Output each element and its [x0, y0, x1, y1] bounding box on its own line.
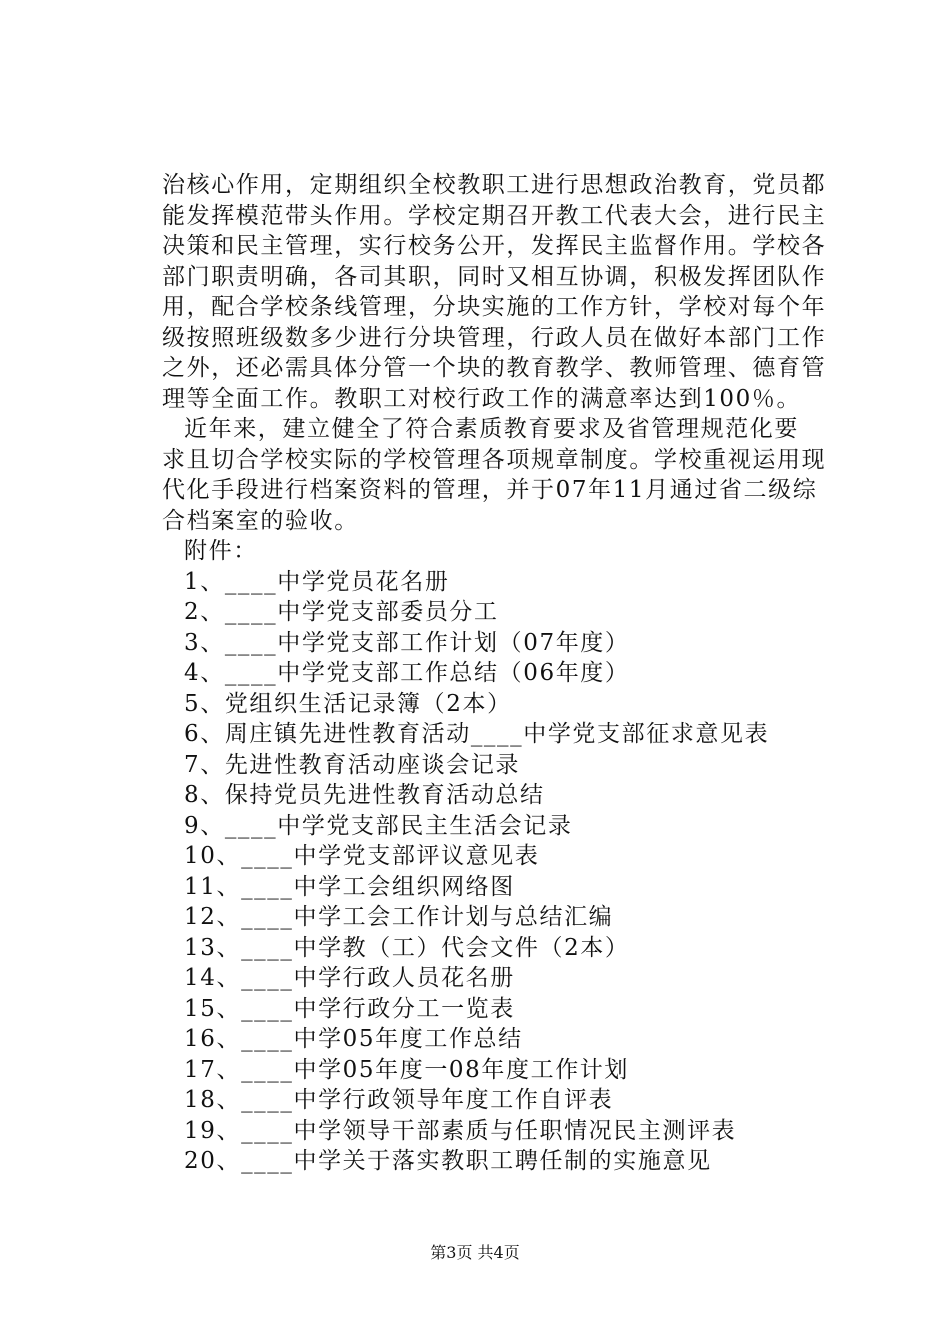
text-line: 近年来，建立健全了符合素质教育要求及省管理规范化要 — [184, 416, 799, 442]
attachment-item: 11、____中学工会组织网络图 — [184, 873, 515, 900]
attachment-item: 2、____中学党支部委员分工 — [184, 599, 499, 625]
text-line: 决策和民主管理，实行校务公开，发挥民主监督作用。学校各 — [162, 233, 827, 259]
attachment-item: 6、周庄镇先进性教育活动____中学党支部征求意见表 — [184, 721, 770, 747]
attachment-item: 20、____中学关于落实教职工聘任制的实施意见 — [184, 1148, 712, 1174]
attachment-item: 19、____中学领导干部素质与任职情况民主测评表 — [184, 1117, 737, 1144]
paragraph-2 — [162, 414, 827, 536]
attachment-item: 3、____中学党支部工作计划（07年度） — [184, 629, 630, 656]
document-body — [162, 170, 827, 1177]
attachment-item: 4、____中学党支部工作总结（06年度） — [184, 660, 630, 686]
text-line: 级按照班级数多少进行分块管理，行政人员在做好本部门工作 — [162, 324, 827, 351]
text-line: 部门职责明确，各司其职，同时又相互协调，积极发挥团队作 — [162, 263, 827, 290]
paragraph-1 — [162, 170, 827, 414]
text-line: 理等全面工作。教职工对校行政工作的满意率达到100％。 — [162, 385, 802, 412]
attachment-item: 10、____中学党支部评议意见表 — [184, 843, 540, 869]
text-line: 用，配合学校条线管理，分块实施的工作方针，学校对每个年 — [162, 294, 827, 320]
page-footer: 第3页 共4页 — [430, 1243, 520, 1262]
attachments-label: 附件： — [184, 538, 258, 564]
attachment-item: 1、____中学党员花名册 — [184, 568, 450, 595]
attachment-item: 15、____中学行政分工一览表 — [184, 995, 515, 1022]
attachment-item: 7、先进性教育活动座谈会记录 — [184, 751, 521, 778]
text-line: 代化手段进行档案资料的管理，并于07年11月通过省二级综 — [162, 477, 818, 503]
text-line: 治核心作用，定期组织全校教职工进行思想政治教育，党员都 — [162, 172, 827, 198]
text-line: 能发挥模范带头作用。学校定期召开教工代表大会，进行民主 — [162, 202, 827, 229]
text-line: 合档案室的验收。 — [162, 507, 359, 534]
attachment-item: 18、____中学行政领导年度工作自评表 — [184, 1087, 614, 1113]
attachment-item: 9、____中学党支部民主生活会记录 — [184, 812, 573, 839]
attachment-item: 16、____中学05年度工作总结 — [184, 1026, 523, 1052]
attachment-item: 12、____中学工会工作计划与总结汇编 — [184, 904, 614, 930]
attachment-item: 14、____中学行政人员花名册 — [184, 965, 515, 991]
text-line: 求且切合学校实际的学校管理各项规章制度。学校重视运用现 — [162, 446, 827, 473]
attachment-item: 17、____中学05年度一08年度工作计划 — [184, 1056, 629, 1083]
text-line: 之外，还必需具体分管一个块的教育教学、教师管理、德育管 — [162, 355, 827, 381]
attachment-item: 13、____中学教（工）代会文件（2本） — [184, 934, 630, 961]
attachment-item: 5、党组织生活记录簿（2本） — [184, 690, 512, 717]
attachment-item: 8、保持党员先进性教育活动总结 — [184, 782, 545, 808]
attachments-section — [162, 536, 822, 1177]
